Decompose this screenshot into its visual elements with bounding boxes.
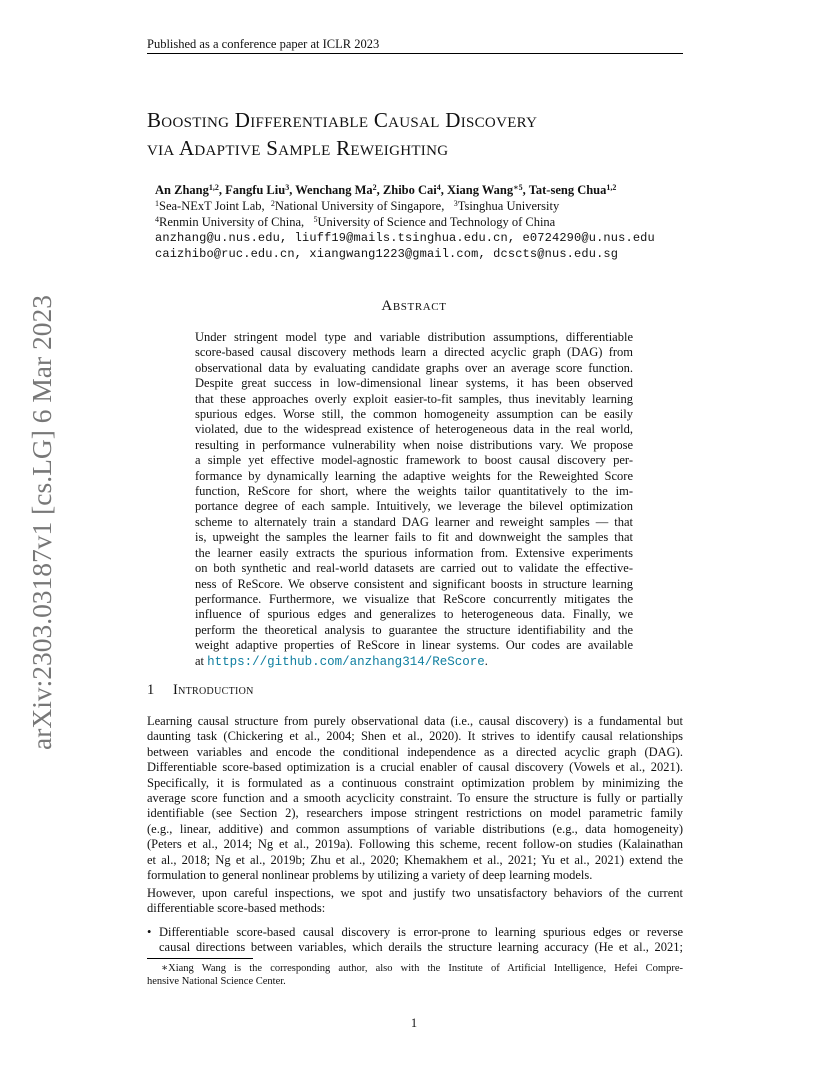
author-sup: 1,2: [208, 183, 219, 192]
abstract-line: the learner easily extracts the spurious information from. Extensive experiments: [195, 545, 633, 560]
author-sup: 2: [372, 183, 377, 192]
author-sup: 3: [285, 183, 290, 192]
footnote-line: ∗Xiang Wang is the corresponding author, also with the Institute of Artificial Intelligence, Hefei Compre-: [161, 963, 683, 974]
body-line: between variables and encode the conditional independence as a directed acyclic graph (DAG).: [147, 744, 683, 759]
abstract-line: ness of ReScore. We observe consistent and significant boosts in structure learning: [195, 576, 633, 591]
running-header: Published as a conference paper at ICLR 2023: [147, 37, 380, 51]
email-line-2: caizhibo@ruc.edu.cn, xiangwang1223@gmail.com, dcscts@nus.edu.sg: [155, 247, 619, 261]
abstract-line: resulting in performance vulnerability when noise distributions vary. We propose: [195, 437, 633, 452]
abstract-line: Despite great success in low-dimensional linear systems, it has been observed: [195, 376, 633, 391]
title-line-1: Boosting Differentiable Causal Discovery: [147, 108, 538, 132]
aff-sup: 1: [155, 199, 159, 208]
aff-sup: 4: [155, 215, 159, 224]
abstract-line: a simple yet effective model-agnostic framework to boost causal discovery per-: [195, 453, 633, 468]
abstract-line: spurious edges. Worse still, the common homogeneity assumption can be easily: [195, 407, 633, 422]
title-line-2: via Adaptive Sample Reweighting: [147, 136, 449, 160]
body-line: formulation to general nonlinear problems by utilizing a variety of deep learning models.: [147, 868, 593, 883]
section-number: 1: [147, 682, 155, 698]
intro-paragraph-1: [147, 714, 683, 883]
author-name: Tat-seng Chua: [528, 183, 607, 197]
author-name: Fangfu Liu: [225, 183, 286, 197]
body-line: causal directions between variables, which derails the structure learning accuracy (He et al., 2021;: [159, 940, 683, 955]
arxiv-id-text: arXiv:2303.03187v1 [cs.LG] 6 Mar 2023: [27, 303, 57, 750]
body-line: Differentiable score-based causal discovery is error-prone to learning spurious edges or reverse: [159, 925, 683, 939]
bullet-icon: •: [147, 925, 152, 939]
body-line: However, upon careful inspections, we spot and justify two unsatisfactory behaviors of the current: [147, 886, 683, 900]
author-block: [155, 182, 715, 262]
affiliation-line-1: [155, 198, 715, 214]
body-line: Differentiable score-based optimization is a crucial enabler of causal discovery (Vowels et al., 2021).: [147, 760, 683, 775]
author-sup: 4: [436, 183, 441, 192]
header-rule: [147, 53, 683, 54]
abstract-line: weight adaptive properties of ReScore in linear systems. Our codes are available: [195, 638, 633, 653]
author-name: Xiang Wang: [447, 183, 514, 197]
abstract-line: function, ReScore for short, where the weights tailor quantitatively to the im-: [195, 484, 633, 499]
footnote-rule: [147, 958, 253, 959]
abstract-body: [195, 330, 633, 670]
abstract-line: performance. Furthermore, we visualize that ReScore concurrently mitigates the: [195, 591, 633, 606]
abstract-line: observational data by evaluating candidate graphs over an average score function.: [195, 360, 633, 375]
abstract-line: portance degree of each sample. Intuitively, we leverage the bilevel optimization: [195, 499, 633, 514]
abstract-line: that these approaches overly exploit easier-to-fit samples, thus inevitably learning: [195, 391, 633, 406]
bullet-text: [159, 925, 683, 956]
author-sup: 1,2: [606, 183, 617, 192]
abstract-line: perform the theoretical analysis to guarantee the structure identifiability and the: [195, 622, 633, 637]
abstract-line: influence of spurious edges and generalizes to heterogeneous data. Finally, we: [195, 607, 633, 622]
abstract-line: scheme to alternately train a standard DAG learner and reweight samples — that: [195, 514, 633, 529]
abstract-last-prefix: at: [195, 653, 208, 668]
affiliation: National University of Singapore,: [274, 199, 445, 213]
abstract-line: score-based causal discovery methods learn a directed acyclic graph (DAG) from: [195, 345, 633, 360]
paper-title: [147, 106, 707, 162]
email-line-1: anzhang@u.nus.edu, liuff19@mails.tsinghua.edu.cn, e0724290@u.nus.edu: [155, 231, 655, 245]
code-repo-link[interactable]: https://github.com/anzhang314/ReScore: [207, 654, 485, 669]
affiliation: Sea-NExT Joint Lab,: [159, 199, 265, 213]
affiliation: University of Science and Technology of China: [317, 215, 556, 229]
author-name: An Zhang: [155, 183, 209, 197]
abstract-last-suffix: .: [484, 653, 488, 668]
abstract-line: violated, due to the widespread existence of heterogeneous data in the real world,: [195, 422, 633, 437]
body-line: identifiable (see Section 2), researchers impose stringent restrictions on model parametric family: [147, 806, 683, 821]
body-line: Specifically, it is formulated as a continuous constraint optimization problem by minimizing the: [147, 775, 683, 790]
abstract-last-line: [195, 654, 633, 670]
page-number: 1: [410, 1016, 418, 1030]
body-line: differentiable score-based methods:: [147, 901, 326, 916]
aff-sup: 3: [453, 199, 458, 208]
author-names: An Zhang$^{1,2}$, Fangfu Liu$^3$, Wenchang Ma$^2$, Zhibo Cai$^4$, Xiang Wang$^{∗5}$, Tat-seng Chua$^{1,2}$: [155, 183, 617, 197]
affiliation-line-2: [155, 214, 715, 230]
affiliation: Tsinghua University: [457, 199, 560, 213]
abstract-line: is, upweight the samples the learner fails to fit and downweight the samples that: [195, 530, 633, 545]
footnote: [147, 962, 683, 988]
section-title: Introduction: [173, 682, 254, 698]
intro-paragraph-2: [147, 886, 683, 917]
body-line: daunting task (Chickering et al., 2004; Shen et al., 2020). It strives to identify causal relationships: [147, 729, 683, 744]
abstract-line: Under stringent model type and variable distribution assumptions, differentiable: [195, 330, 633, 344]
body-line: Learning causal structure from purely observational data (i.e., causal discovery) is a fundamental but: [147, 714, 683, 728]
abstract-line: formance by dynamically learning the adaptive weights for the Reweighted Score: [195, 468, 633, 483]
author-name: Zhibo Cai: [382, 183, 437, 197]
aff-sup: 2: [270, 199, 275, 208]
author-sup: ∗5: [513, 183, 523, 192]
body-line: (e.g., linear, additive) and common assumptions of variable distributions (e.g., data homogeneity): [147, 821, 683, 836]
author-name: Wenchang Ma: [295, 183, 373, 197]
arxiv-margin-stamp: [20, 290, 60, 760]
affiliation: Renmin University of China,: [159, 215, 305, 229]
body-line: average score function and a smooth acyclicity constraint. To ensure the structure is fully or partially: [147, 791, 683, 806]
body-line: et al., 2018; Ng et al., 2019b; Zhu et al., 2020; Khemakhem et al., 2021; Yu et al., 2021) extend the: [147, 852, 683, 867]
abstract-heading: Abstract: [381, 298, 447, 314]
abstract-line: on both synthetic and real-world datasets are carried out to validate the effective-: [195, 561, 633, 576]
section-heading-introduction: [147, 682, 254, 699]
aff-sup: 5: [313, 215, 318, 224]
footnote-line: hensive National Science Center.: [147, 976, 286, 987]
body-line: (Peters et al., 2014; Ng et al., 2019a). Following this scheme, recent follow-on studies (Kalainathan: [147, 837, 683, 852]
